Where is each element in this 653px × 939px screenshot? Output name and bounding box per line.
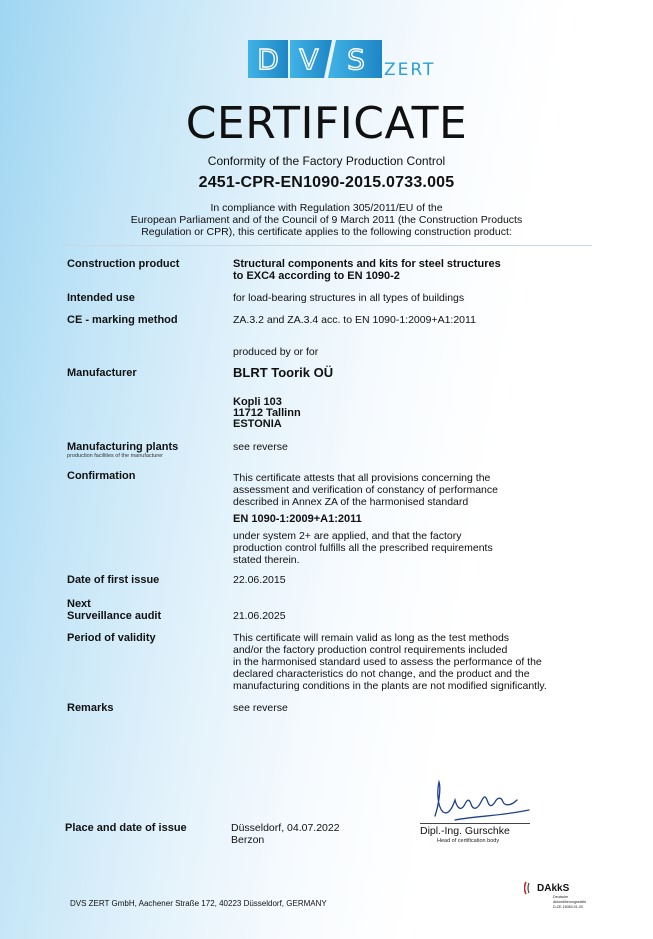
remarks-label: Remarks	[67, 702, 114, 714]
place-date-signatory: Berzon	[231, 834, 265, 846]
manufacturer-address-city: 11712 Tallinn	[233, 407, 301, 419]
manufacturer-name: BLRT Toorik OÜ	[233, 365, 334, 380]
compliance-line-3: Regulation or CPR), this certificate applies to the following construction product:	[141, 226, 512, 238]
manufacturer-address-country: ESTONIA	[233, 418, 282, 430]
confirmation-text-line-1: This certificate attests that all provisions concerning the	[233, 472, 491, 484]
handwritten-signature	[425, 776, 535, 822]
construction-product-line-2: to EXC4 according to EN 1090-2	[233, 270, 400, 282]
logo-zert-text: ZERT	[384, 60, 436, 80]
manufacturer-label: Manufacturer	[67, 367, 137, 379]
place-date-value: Düsseldorf, 04.07.2022	[231, 822, 340, 834]
next-audit-label-1: Next	[67, 598, 91, 610]
signer-role: Head of certification body	[437, 838, 500, 844]
validity-label: Period of validity	[67, 632, 156, 644]
next-audit-label-2: Surveillance audit	[67, 610, 162, 622]
confirmation-text-line-5: production control fulfills all the prescribed requirements	[233, 542, 493, 554]
produced-by-text: produced by or for	[233, 346, 319, 358]
manufacturing-plants-label: Manufacturing plants	[67, 441, 179, 453]
dvs-logo-mark	[248, 40, 382, 78]
ce-marking-value: ZA.3.2 and ZA.3.4 acc. to EN 1090-1:2009+A1:2011	[233, 314, 476, 326]
section-divider	[62, 245, 592, 246]
confirmation-standard: EN 1090-1:2009+A1:2011	[233, 513, 362, 525]
confirmation-text-line-3: described in Annex ZA of the harmonised standard	[233, 496, 469, 508]
dakks-line-1: Deutsche	[553, 895, 569, 899]
dakks-name: DAkkS	[537, 883, 570, 894]
confirmation-label: Confirmation	[67, 470, 136, 482]
first-issue-label: Date of first issue	[67, 574, 160, 586]
manufacturing-plants-sublabel: production facilities of the manufacturer	[67, 453, 163, 459]
dakks-line-2: Akkreditierungsstelle	[553, 900, 587, 904]
next-audit-value: 21.06.2025	[233, 610, 286, 622]
construction-product-label: Construction product	[67, 258, 180, 270]
footer-address: DVS ZERT GmbH, Aachener Straße 172, 40223 Düsseldorf, GERMANY	[70, 899, 327, 908]
confirmation-text-line-2: assessment and verification of constancy of performance	[233, 484, 498, 496]
certificate-title: CERTIFICATE	[185, 98, 468, 149]
confirmation-text-line-6: stated therein.	[233, 554, 300, 566]
compliance-line-1: In compliance with Regulation 305/2011/EU of the	[210, 202, 443, 214]
compliance-line-2: European Parliament and of the Council of 9 March 2011 (the Construction Products	[130, 214, 523, 226]
validity-line-3: in the harmonised standard used to assess the performance of the	[233, 656, 542, 668]
remarks-value: see reverse	[233, 702, 288, 714]
certificate-number: 2451-CPR-EN1090-2015.0733.005	[198, 174, 455, 191]
manufacturer-address-street: Kopli 103	[233, 396, 282, 408]
logo-letter-s: S	[347, 43, 365, 76]
manufacturing-plants-value: see reverse	[233, 441, 288, 453]
dakks-icon	[524, 880, 536, 896]
logo-letter-v: V	[299, 43, 319, 76]
validity-line-2: and/or the factory production control requirements included	[233, 644, 508, 656]
signature-line	[420, 823, 530, 824]
logo-letter-d: D	[257, 43, 279, 76]
validity-line-5: manufacturing conditions in the plants are not modified significantly.	[233, 680, 547, 692]
validity-line-1: This certificate will remain valid as long as the test methods	[233, 632, 510, 644]
ce-marking-label: CE - marking method	[67, 314, 178, 326]
certificate-subtitle: Conformity of the Factory Production Control	[207, 154, 446, 168]
first-issue-value: 22.06.2015	[233, 574, 286, 586]
validity-line-4: declared characteristics do not change, and the product and the	[233, 668, 530, 680]
signer-name: Dipl.-Ing. Gurschke	[420, 825, 510, 837]
dvs-zert-logo	[248, 40, 436, 80]
dakks-line-3: D-ZE-16083-01-00	[553, 905, 583, 909]
intended-use-label: Intended use	[67, 292, 135, 304]
intended-use-value: for load-bearing structures in all types of buildings	[233, 292, 465, 304]
confirmation-text-line-4: under system 2+ are applied, and that the factory	[233, 530, 462, 542]
construction-product-line-1: Structural components and kits for steel structures	[233, 258, 501, 270]
place-date-label: Place and date of issue	[65, 822, 187, 834]
